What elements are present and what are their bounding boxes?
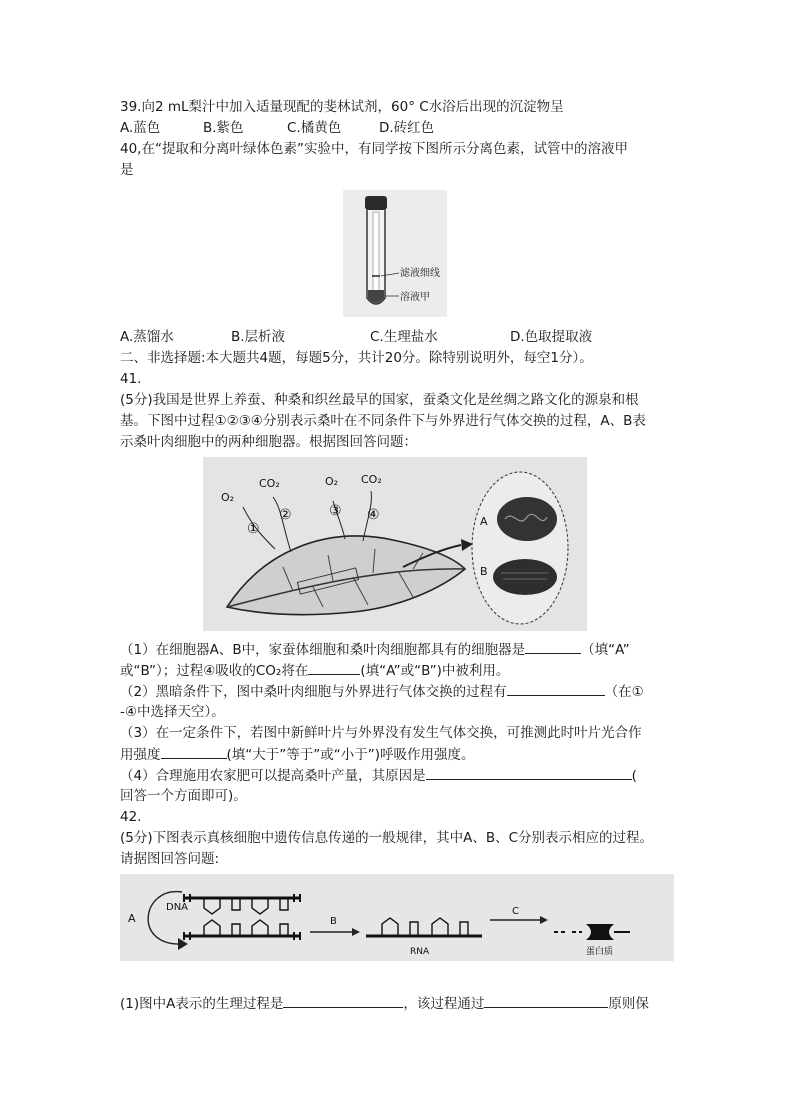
q41-sub3-text-a: 用强度: [120, 747, 161, 763]
label-dna: DNA: [166, 902, 189, 913]
q40-options: [120, 327, 592, 347]
label-process-1: ①: [247, 521, 260, 537]
organelle-b-chloroplast: [493, 559, 557, 595]
answer-blank-5[interactable]: [426, 765, 632, 780]
q41-sub1-text-b: （填“A”: [581, 642, 630, 658]
q41-sub4-line1: [120, 765, 637, 786]
q39-stem: 39.向2 mL梨汁中加入适量现配的斐林试剂，60° C水浴后出现的沉淀物呈: [120, 99, 564, 115]
label-filter-line: 滤液细线: [400, 268, 440, 279]
q42-intro-line1: (5分)下图表示真核细胞中遗传信息传递的一般规律，其中A、B、C分别表示相应的过程。: [120, 830, 654, 846]
q41-intro-line2: 基。下图中过程①②③④分别表示桑叶在不同条件下与外界进行气体交换的过程，A、B表: [120, 413, 646, 429]
q41-sub4-text-b: (: [631, 768, 637, 784]
q42-sub1-text-b: ，该过程通过: [403, 996, 485, 1012]
q42-sub1-line1: [120, 993, 649, 1014]
q42-sub1-text-a: (1)图中A表示的生理过程是: [120, 996, 284, 1012]
q40-option-b: B.层析液: [231, 329, 286, 345]
q39-option-a: A.蓝色: [120, 120, 161, 136]
central-dogma-figure: [120, 874, 674, 961]
label-process-4: ④: [367, 507, 380, 523]
q41-sub4-text-a: （4）合理施用农家肥可以提高桑叶产量，其原因是: [120, 768, 426, 784]
q42-sub1-text-c: 原则保: [608, 996, 649, 1012]
q40-option-c: C.生理盐水: [370, 329, 438, 345]
q41-sub4-line2: 回答一个方面即可)。: [120, 788, 247, 804]
q39-option-b: B.紫色: [203, 120, 244, 136]
q40-stem-line1: 40,在“提取和分离叶绿体色素”实验中，有同学按下图所示分离色素，试管中的溶液甲: [120, 141, 628, 157]
cell-zoom-circle: [472, 472, 568, 624]
q40-option-a: A.蒸馏水: [120, 329, 174, 345]
filter-paper-strip: [373, 212, 379, 296]
q41-sub1-text-c: 或“B”）；过程④吸收的CO₂将在: [120, 663, 309, 679]
q41-intro-line1: (5分)我国是世界上养蚕、种桑和织丝最早的国家，蚕桑文化是丝绸之路文化的源泉和根: [120, 392, 639, 408]
q40-stem-line2: 是: [120, 162, 134, 178]
label-o2-b: O₂: [325, 475, 339, 488]
leaf-organelle-figure: [203, 457, 587, 631]
q40-option-d: D.色取提取液: [510, 329, 593, 345]
label-process-b: B: [330, 916, 337, 927]
label-process-a: A: [128, 912, 136, 925]
label-process-3: ③: [329, 503, 342, 519]
q41-sub1-line1: [120, 639, 630, 660]
label-o2-a: O₂: [221, 491, 235, 504]
q39-options: [120, 118, 434, 138]
test-tube-figure: [343, 190, 447, 317]
q41-intro-line3: 示桑叶肉细胞中的两种细胞器。根据图回答问题：: [120, 434, 417, 450]
q41-sub1-line2: [120, 660, 509, 681]
q42-intro-line2: 请据图回答问题:: [120, 851, 220, 867]
label-organelle-b: B: [480, 565, 488, 578]
label-co2-b: CO₂: [361, 473, 382, 486]
q41-sub2-line2: -④中选择天空）。: [120, 704, 225, 720]
tube-stopper: [365, 196, 387, 210]
organelle-a-mitochondrion: [497, 497, 557, 541]
answer-blank-6[interactable]: [283, 993, 403, 1008]
q41-number: 41.: [120, 371, 142, 387]
q41-sub2-text-a: （2）黑暗条件下，图中桑叶肉细胞与外界进行气体交换的过程有: [120, 684, 507, 700]
label-process-c: C: [512, 906, 519, 917]
label-rna: RNA: [410, 947, 430, 957]
q41-sub3-text-b: (填“大于”等于”或“小于”)呼吸作用强度。: [226, 747, 475, 763]
answer-blank-1[interactable]: [525, 639, 581, 654]
label-process-2: ②: [279, 507, 292, 523]
answer-blank-2[interactable]: [308, 660, 360, 675]
q42-number: 42.: [120, 809, 142, 825]
label-organelle-a: A: [480, 515, 488, 528]
label-solution-jia: 溶液甲: [400, 292, 430, 303]
q39-option-c: C.橘黄色: [287, 120, 342, 136]
q41-sub2-text-b: （在①: [604, 684, 644, 700]
label-protein: 蛋白质: [586, 947, 614, 957]
q41-sub2-line1: [120, 681, 644, 702]
answer-blank-3[interactable]: [507, 681, 605, 696]
q41-sub3-line1: （3）在一定条件下，若图中新鲜叶片与外界没有发生气体交换，可推测此时叶片光合作: [120, 725, 642, 741]
q41-sub3-line2: [120, 744, 475, 765]
q41-sub1-text-a: （1）在细胞器A、B中，家蚕体细胞和桑叶肉细胞都具有的细胞器是: [120, 642, 526, 658]
q39-option-d: D.砖红色: [379, 120, 435, 136]
label-co2-a: CO₂: [259, 477, 280, 490]
section2-heading: 二、非选择题:本大题共4题，每题5分，共计20分。除特别说明外，每空1分）。: [120, 350, 593, 366]
answer-blank-4[interactable]: [161, 744, 227, 759]
answer-blank-7[interactable]: [484, 993, 608, 1008]
q41-sub1-text-d: (填“A”或“B”)中被利用。: [360, 663, 510, 679]
